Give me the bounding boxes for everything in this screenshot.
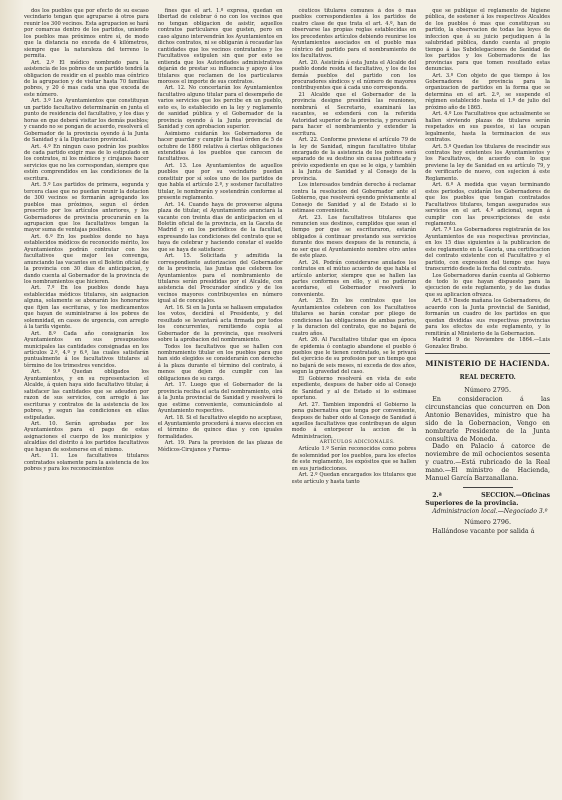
paragraph: Art. 9.º Quedan obligados los Ayuntamientos, y en su representacion el Alcalde, á quien haya sido facultativo titular, á satisfacer las cantidades que se adeuden por razon de sus servicios, con arreglo á las escrituras y contratos de la asistencia de los pobres, y segun las condiciones en ellas estipuladas. [24,369,149,421]
paragraph: céuticos titulares comunes á dos ó mas pueblos correspondientes á los partidos de cuatro clase de que trata el art. 4.º, han de observarse las propias reglas establecidas en los precedentes artículos debiendo reunirse los Ayuntamientos asociados en el pueblo mas céntrico del partido para el nombramiento de los facultativos. [291,8,417,60]
section-divider [425,353,550,354]
paragraph: Art. 20. Asistirán á esta Junta el Alcalde del pueblo donde resida el facultativo, y los de los demás pueblos del partido con los procuradores síndicos y el número de mayores contribuyentes que á cada uno corresponda. [291,59,417,92]
column-4 [425,8,550,794]
paragraph: Art. 23. Los facultativos titulares que renuncien sus destinos, cumplidos que sean el tiempo por que se escrituraron, estarán obligados á continuar prestando sus servicios durante dos meses despues de la renuncia, á no ser que el Ayuntamiento nombre otro antes de este plazo. [291,214,417,260]
ministry-heading: MINISTERIO DE HACIENDA. [425,359,550,369]
paragraph: Art. 2.º Quedan encargados los titulares que este artículo y hasta tanto [291,472,417,485]
paragraph: Art. 3.º Con objeto de que tiempo á los Gobernadores de provincia para la organizacion de partidos en la forma que se determina en el art. 2.º, se suspende el régimen establecido hasta el 1.º de julio del próximo año de 1865. [425,72,550,111]
section-heading: 2.ª SECCION.—Oficinas Superiores de la provincia. [425,491,550,507]
decree-closing: Dado en Palacio á catorce de noviembre de mil ochocientos sesenta y cuatro.—Está rubricado de la Real mano.—El ministro de Hacienda, Manuel García Barzanallana. [425,443,550,483]
paragraph: Madrid 9 de Noviembre de 1864.—Luis Gonzalez Brabo. [425,337,550,350]
paragraph: Art. 25. En los contratos que los Ayuntamientos celebren con los Facultativos titulares se harán constar por pliego de condiciones las obligaciones de ambas partes, y la duracion del contrato, que no bajará de cuatro años. [291,298,417,337]
paragraph: Art. 8.º Desde mañana los Gobernadores, de acuerdo con la Junta provincial de Sanidad, formarán un cuadro de los partidos en que quedan divididas sus respectivas provincias para los efectos de este reglamento, y lo remitirán al Ministerio de la Gobernacion. [425,298,550,337]
last-line: Hallándose vacante por salida á [432,528,535,536]
paragraph: Art. 17. Luego que el Gobernador de la provincia reciba el acta del nombramiento, oirá á la Junta provincial de Sanidad y resolverá lo que estime conveniente, comunicándolo al Ayuntamiento respectivo. [157,382,283,415]
paragraph: Art. 4.º Los Facultativos que actualmente se hallen sirviendo plazas de titulares serán respetados en sus puestos, si las ocupan legalmente, hasta la terminacion de sus contratos. [425,111,550,144]
paragraph: Los Gobernadores darán cuenta al Gobierno de todo lo que hayan dispuesto para la ejecucion de este reglamento, y de las dudas que su aplicacion ofrezca. [425,272,550,298]
paragraph: Art. 2.º El médico nombrado para la asistencia de los pobres de un partido tendrá la obligacion de residir en el pueblo mas céntrico de la agrupacion y de visitar hasta 70 familias pobres, y 20 ó mas cada una que exceda de este número. [24,59,149,98]
paragraph: Art. 6.º En los pueblos donde no haya establecidos médicos de reconocido mérito, los Ayuntamientos podrán contratar con los facultativos que mejor les convenga, anunciando las vacantes en el Boletin oficial de la provincia con 30 dias de anticipacion, y dando cuenta al Gobernador de la provincia de los nombramientos que hicieren. [24,233,149,286]
decree-text: En consideracion á las circunstancias que concurren en Don Antonio Benavides, ministro que ha sido de la Gobernacion, Vengo en nombrarle Presidente de la Junta consultiva de Moneda. [425,396,550,443]
paragraph: Art. 5.º Quedan los titulares de rescindir sus contratos hoy existentes los Ayuntamientos y los Facultativos, de acuerdo con lo que previene la ley de Sanidad en su artículo 79, y de verificarlo de nuevo, con sujecion á este Reglamento. [425,143,550,182]
paragraph: Art. 22. Conforme previene el artículo 79 de la ley de Sanidad, ningun facultativo titular encargado de la asistencia de los pobres será separado de su destino sin causa justificada y prévio expediente en que se le oiga, y también á la Junta de Sanidad y al Consejo de la provincia. [291,137,417,182]
paragraph: Art. 10. Serán aprobadas por los Ayuntamientos para el pago de estas asignaciones el cuerpo de los municipios y alcaldías del distrito á los partidos facultativos que hayan de sostenerse en el mismo. [24,421,149,453]
paragraph: Art. 24. Podrán considerarse anulados los contratos en el mútuo acuerdo de que habla el artículo anterior, siempre que se hallen las partes conformes en ello, y si no pudieran acordarse, el Gobernador resolverá lo conveniente. [291,259,417,298]
column-3 [292,8,417,794]
paragraph: Art. 5.º Los partidos de primera, segunda y tercera clase que no puedan reunir la dotacion de 300 vecinos se formarán agregando los pueblos mas próximos, segun el órden prescrito por los artículos anteriores, y los Gobernadores de provincia procurarán en la agrupacion que los facultativos tengan la mayor suma de ventajas posibles. [24,182,149,234]
paragraph: fines que el art. 1.º expresa, quedan en libertad de celebrar ó no con los vecinos que no tengan obligacion de asistir, aquellos contratos particulares que gusten, pero en caso alguno intervendrán los Ayuntamientos en dichos contratos, ni se obligarán á recaudar las cantidades que los vecinos contratantes y los Facultativos estipulen sin que por esto se entienda que los Autoridades administrativas dejarán de prestar su influencia y apoyo á los titulares que reclamen de los particulares morosos el importe de sus contratos. [157,8,283,85]
section-divider-2 [463,487,513,488]
decree-number: Número 2795. [464,386,512,395]
paragraph: Art. 27. Tambien impondrá el Gobierno la pena gubernativa que tenga por conveniente, despues de haber oido al Consejo de Sanidad á aquellos facultativos que contribuyan de algun modo á entorpecer la accion de la Administracion. [291,401,417,440]
paragraph: Art. 7.º En los pueblos donde haya establecidas médicos titulares, sin asignacion alguna, solamente se abonarán los honorarios que fijen las escrituras, y los medicamentos que hayan de suministrarse á los pobres de solemnidad, en casos de urgencia, con arreglo á la tarifa vigente. [24,285,149,331]
paragraph: Art. 3.º Los Ayuntamientos que constituyan un partido facultativo determinarán en junta el punto de residencia del facultativo, y los dias y horas en que deberá visitar los demás pueblos; y cuando no se pongan de acuerdo, resolverá el Gobernador de la provincia oyendo á la Junta de Sanidad y á la Diputacion provincial. [24,98,149,144]
paragraph: Todos los facultativos que se hallen con nombramiento titular en los pueblos para que han sido elegidos se considerarán con derecho á la plaza durante el término del contrato, á menos que dejen de cumplir con las obligaciones de su cargo. [157,343,283,382]
paragraph: Art. 8.º Cada año consignarán los Ayuntamientos en sus presupuestos municipales las cantidades consignadas en los artículos 2.º, 4.º y 6.º, las cuales satisfarán puntualmente á los facultativos titulares al término de los trimestres vencidos. [24,330,149,369]
column-1 [24,8,149,794]
paragraph: Art. 6.º A medida que vayan terminando estos periodos, cuidarán los Gobernadores de que los pueblos que tengan contratados Facultativos titulares, tengan asegurados sus servicios en el art. 4.º adicional, segun á cumplir con las prescripciones de este reglamento. [425,182,550,227]
paragraph: Art. 16. Si en la Junta se hallasen empatados los votos, decidirá el Presidente, y del resultado se levantará acta firmada por todos los concurrentes, remitiendo copia al Gobernador de la provincia, que resolverá sobre la aprobacion del nombramiento. [157,304,283,344]
paragraph: Art. 13. Los Ayuntamientos de aquellos pueblos que por su vecindario puedan constituir por sí solos uno de los partidos de que habla el artículo 2.º, y sostener facultativo titular, le nombrarán y sostendrán conforme al presente reglamento. [157,162,283,202]
paragraph: dos los pueblos que por efecto de su escaso vecindario tengan que agruparse á otros para reunir los 300 vecinos. Esta agrupacion se hará por comarcas dentro de los partidos, uniendo los pueblos mas próximos entre sí, de modo que la distancia no exceda de 4 kilómetros, siempre que la naturaleza del terreno lo permita. [24,8,149,60]
subheading: ARTÍCULOS ADICIONALES. [319,440,396,446]
paragraph: Artículo 1.º Serán reconocidos como pobres de solemnidad por los pueblos, para los efectos de este reglamento, los expósitos que se hallen en sus jurisdicciones. [291,446,417,472]
text-columns [24,8,550,794]
paragraph: Asimismo cuidarán los Gobernadores de hacer guardar y cumplir la Real órden de 5 de octubre de 1860 relativa á ciertas obligaciones extendidas á los pueblos que carecen de facultativos. [157,130,283,163]
paragraph: Art. 18. Si el facultativo elegido no aceptase, el Ayuntamiento procederá á nueva eleccion en el término de quince dias y con iguales formalidades. [157,414,283,440]
administration-line: Administracion local.—Negociado 3.º [432,507,548,515]
paragraph: que se publique el reglamento de higiene pública, de sostener á los respectivos Alcaldes de los pueblos ó mas que constituyan su partido, la observacion de todas las leyes de infeccion que á su juicio perjudiquen á la salubridad pública, dando cuenta al propio tiempo á las Subdelegaciones de Sanidad de los partidos y los Gobernadores de las provincias para que tomen resultado estas denuncias. [425,8,550,73]
page-fold-shadow [0,0,24,800]
column-2 [158,8,283,794]
paragraph: 21 Alcalde que el Gobernador de la provincia designe presidirá las reuniones, nombrará el Secretario, examinará las vacantes, se extenderá con la referida Autoridad superior de la provincia, y procurará para hacer el nombramiento y extender la escritura. [291,91,417,137]
paragraph: Art. 12. No concertarán los Ayuntamientos facultativo alguno titular para el desempeño de varios servicios que los percibe en un pueblo, esto es, lo establecido en la ley y reglamento de sanidad pública y el Gobernador de la provincia oyendo á la Junta provincial de Sanidad y con aprobacion superior. [157,85,283,131]
paragraph: Art. 15. Solicitada y admitida la correspondiente autorizacion del Gobernador de la provincia, las Juntas que celebren los Ayuntamientos para el nombramiento de titulares serán presididas por el Alcalde, con asistencia del Procurador síndico y de los vecinos mayores contribuyentes en número igual al de concejales. [157,253,283,305]
paragraph: El Gobierno resolverá en vista de este expediente, despues de haber oido al Consejo de Sanidad y al de Estado si lo estimase oportuno. [291,375,417,402]
paragraph: Art. 4.º En ningun caso podrán los pueblos de cada partido exigir mas de lo estipulado en los contratos, ni los médicos y cirujanos hacer servicios que no les correspondan, siempre que estén comprendidos en las condiciones de la escritura. [24,143,149,182]
paragraph: Art. 7.º Los Gobernadores registrarán de los Ayuntamientos de sus respectivas provincias, en los 15 dias siguientes á la publicacion de este reglamento en la Gaceta, una certificacion del contrato existente con el Facultativo y el partido, con expresion del tiempo que haya transcurrido desde la fecha del contrato. [425,227,550,273]
paragraph: Art. 19. Para la provision de las plazas de Médicos-Cirujanos y Farma- [157,440,283,453]
paragraph: Art. 11. Los facultativos titulares contratados solamente para la asistencia de los pobres y para los reconocimientos [24,453,149,473]
paragraph: Los interesados tendrán derecho á reclamar contra la resolucion del Gobernador ante el Gobierno, que resolverá oyendo préviamente al Consejo de Sanidad y al de Estado si lo estimase conveniente. [291,182,417,215]
regulation-continuation [425,8,550,350]
paragraph: Art. 26. Al Facultativo titular que en época de epidemia ó contagio abandone el pueblo ó pueblos que le tienen contratado, se le privará del ejercicio de su profesion por un tiempo que no bajará de seis meses, ni exceda de dos años, segun la gravedad del caso. [291,337,417,376]
paragraph: Art. 14. Cuando haya de proveerse alguna plaza de titular, el Ayuntamiento anunciará la vacante con treinta dias de anticipacion en el Boletin oficial de la provincia, en la Gaceta de Madrid y en los periódicos de la facultad, expresando las condiciones del contrato que se haya de celebrar y haciendo constar el sueldo que se haya de satisfacer. [157,201,283,253]
decree-number-2: Número 2796. [464,518,512,527]
real-decreto-heading: REAL DECRETO. [459,374,516,382]
